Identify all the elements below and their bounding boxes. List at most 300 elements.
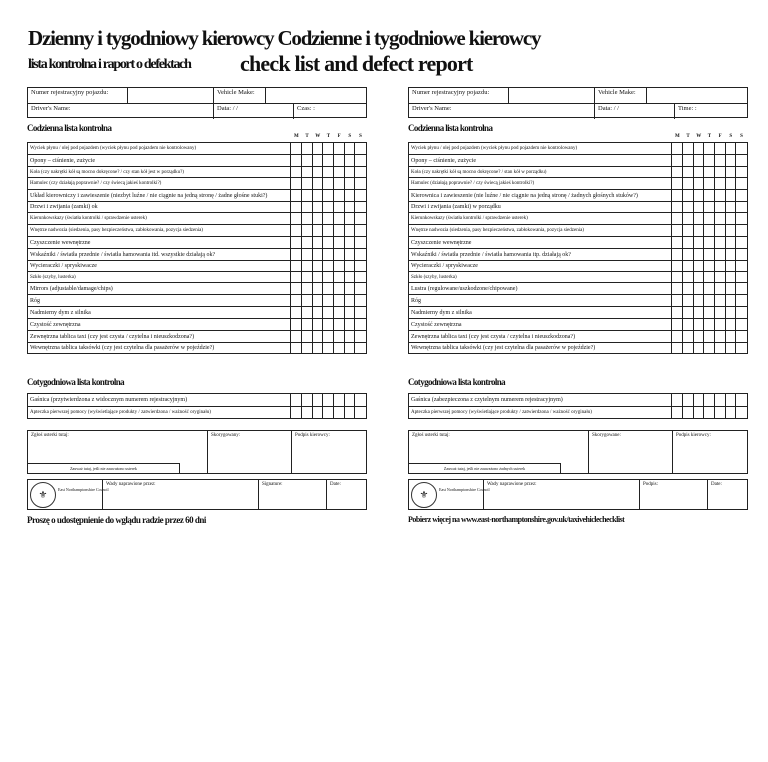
checkbox-cell[interactable] (726, 272, 737, 282)
checkbox-cell[interactable] (704, 331, 715, 342)
checkbox-cell[interactable] (323, 213, 334, 224)
checkbox-cell[interactable] (355, 261, 366, 271)
vehicle-make-field[interactable] (266, 88, 366, 103)
checkbox-cell[interactable] (313, 343, 324, 353)
checkbox-cell[interactable] (345, 331, 356, 342)
checkbox-cell[interactable] (672, 295, 683, 306)
checkbox-cell[interactable] (736, 155, 747, 166)
checkbox-cell[interactable] (345, 307, 356, 318)
checkbox-cell[interactable] (683, 407, 694, 418)
checkbox-cell[interactable] (313, 213, 324, 224)
checkbox-cell[interactable] (291, 202, 302, 212)
checkbox-cell[interactable] (334, 213, 345, 224)
checkbox-cell[interactable] (334, 225, 345, 236)
checkbox-cell[interactable] (313, 155, 324, 166)
checkbox-cell[interactable] (672, 237, 683, 248)
checkbox-cell[interactable] (313, 261, 324, 271)
checkbox-cell[interactable] (704, 343, 715, 353)
checkbox-cell[interactable] (715, 295, 726, 306)
checkbox-cell[interactable] (683, 272, 694, 282)
checkbox-cell[interactable] (345, 213, 356, 224)
checkbox-cell[interactable] (345, 319, 356, 330)
checkbox-cell[interactable] (704, 213, 715, 224)
checkbox-cell[interactable] (345, 167, 356, 177)
checkbox-cell[interactable] (715, 167, 726, 177)
checkbox-cell[interactable] (704, 272, 715, 282)
checkbox-cell[interactable] (715, 261, 726, 271)
checkbox-cell[interactable] (715, 394, 726, 406)
checkbox-cell[interactable] (694, 307, 705, 318)
checkbox-cell[interactable] (291, 394, 302, 406)
checkbox-cell[interactable] (355, 283, 366, 294)
checkbox-cell[interactable] (323, 155, 334, 166)
checkbox-cell[interactable] (672, 143, 683, 154)
reg-number-field[interactable] (128, 88, 214, 103)
checkbox-cell[interactable] (726, 225, 737, 236)
checkbox-cell[interactable] (694, 407, 705, 418)
driver-signature-field[interactable] (292, 431, 366, 473)
checkbox-cell[interactable] (704, 167, 715, 177)
checkbox-cell[interactable] (334, 331, 345, 342)
checkbox-cell[interactable] (334, 261, 345, 271)
checkbox-cell[interactable] (323, 394, 334, 406)
checkbox-cell[interactable] (323, 249, 334, 260)
checkbox-cell[interactable] (672, 261, 683, 271)
checkbox-cell[interactable] (302, 155, 313, 166)
checkbox-cell[interactable] (715, 213, 726, 224)
checkbox-cell[interactable] (704, 307, 715, 318)
checkbox-cell[interactable] (334, 143, 345, 154)
checkbox-cell[interactable] (355, 343, 366, 353)
checkbox-cell[interactable] (672, 213, 683, 224)
checkbox-cell[interactable] (715, 190, 726, 201)
checkbox-cell[interactable] (302, 407, 313, 418)
checkbox-cell[interactable] (726, 407, 737, 418)
checkbox-cell[interactable] (291, 295, 302, 306)
checkbox-cell[interactable] (694, 283, 705, 294)
checkbox-cell[interactable] (672, 283, 683, 294)
checkbox-cell[interactable] (334, 407, 345, 418)
checkbox-cell[interactable] (302, 331, 313, 342)
checkbox-cell[interactable] (355, 295, 366, 306)
checkbox-cell[interactable] (345, 272, 356, 282)
checkbox-cell[interactable] (313, 272, 324, 282)
checkbox-cell[interactable] (704, 249, 715, 260)
checkbox-cell[interactable] (736, 261, 747, 271)
checkbox-cell[interactable] (694, 331, 705, 342)
checkbox-cell[interactable] (726, 190, 737, 201)
repaired-by-field[interactable] (102, 480, 258, 509)
checkbox-cell[interactable] (291, 190, 302, 201)
checkbox-cell[interactable] (302, 295, 313, 306)
checkbox-cell[interactable] (345, 225, 356, 236)
checkbox-cell[interactable] (726, 202, 737, 212)
checkbox-cell[interactable] (302, 202, 313, 212)
checkbox-cell[interactable] (694, 155, 705, 166)
checkbox-cell[interactable] (715, 143, 726, 154)
checkbox-cell[interactable] (355, 249, 366, 260)
checkbox-cell[interactable] (683, 213, 694, 224)
checkbox-cell[interactable] (334, 272, 345, 282)
corrected-field[interactable] (589, 431, 673, 473)
checkbox-cell[interactable] (355, 213, 366, 224)
checkbox-cell[interactable] (291, 331, 302, 342)
checkbox-cell[interactable] (302, 237, 313, 248)
checkbox-cell[interactable] (736, 343, 747, 353)
checkbox-cell[interactable] (355, 143, 366, 154)
checkbox-cell[interactable] (313, 319, 324, 330)
checkbox-cell[interactable] (704, 295, 715, 306)
checkbox-cell[interactable] (694, 249, 705, 260)
checkbox-cell[interactable] (302, 261, 313, 271)
checkbox-cell[interactable] (715, 237, 726, 248)
checkbox-cell[interactable] (672, 225, 683, 236)
checkbox-cell[interactable] (355, 407, 366, 418)
checkbox-cell[interactable] (302, 167, 313, 177)
checkbox-cell[interactable] (704, 143, 715, 154)
checkbox-cell[interactable] (355, 167, 366, 177)
checkbox-cell[interactable] (694, 237, 705, 248)
checkbox-cell[interactable] (345, 407, 356, 418)
checkbox-cell[interactable] (704, 237, 715, 248)
checkbox-cell[interactable] (355, 202, 366, 212)
checkbox-cell[interactable] (683, 249, 694, 260)
checkbox-cell[interactable] (313, 225, 324, 236)
checkbox-cell[interactable] (736, 407, 747, 418)
checkbox-cell[interactable] (302, 249, 313, 260)
checkbox-cell[interactable] (334, 283, 345, 294)
checkbox-cell[interactable] (334, 295, 345, 306)
checkbox-cell[interactable] (313, 178, 324, 189)
checkbox-cell[interactable] (302, 213, 313, 224)
checkbox-cell[interactable] (672, 190, 683, 201)
repair-signature-field[interactable] (639, 480, 707, 509)
checkbox-cell[interactable] (355, 155, 366, 166)
checkbox-cell[interactable] (313, 190, 324, 201)
checkbox-cell[interactable] (704, 225, 715, 236)
checkbox-cell[interactable] (694, 225, 705, 236)
checkbox-cell[interactable] (334, 167, 345, 177)
date-field[interactable]: Data: / / (595, 104, 675, 119)
checkbox-cell[interactable] (345, 295, 356, 306)
checkbox-cell[interactable] (291, 307, 302, 318)
checkbox-cell[interactable] (323, 167, 334, 177)
checkbox-cell[interactable] (672, 407, 683, 418)
checkbox-cell[interactable] (302, 283, 313, 294)
checkbox-cell[interactable] (672, 343, 683, 353)
checkbox-cell[interactable] (726, 237, 737, 248)
checkbox-cell[interactable] (694, 167, 705, 177)
checkbox-cell[interactable] (291, 319, 302, 330)
checkbox-cell[interactable] (355, 237, 366, 248)
checkbox-cell[interactable] (672, 167, 683, 177)
checkbox-cell[interactable] (672, 202, 683, 212)
checkbox-cell[interactable] (726, 394, 737, 406)
checkbox-cell[interactable] (715, 283, 726, 294)
checkbox-cell[interactable] (345, 202, 356, 212)
checkbox-cell[interactable] (694, 272, 705, 282)
checkbox-cell[interactable] (704, 394, 715, 406)
checkbox-cell[interactable] (302, 178, 313, 189)
checkbox-cell[interactable] (715, 249, 726, 260)
checkbox-cell[interactable] (323, 237, 334, 248)
checkbox-cell[interactable] (313, 202, 324, 212)
checkbox-cell[interactable] (291, 225, 302, 236)
checkbox-cell[interactable] (355, 272, 366, 282)
checkbox-cell[interactable] (715, 343, 726, 353)
checkbox-cell[interactable] (355, 319, 366, 330)
checkbox-cell[interactable] (334, 249, 345, 260)
checkbox-cell[interactable] (736, 225, 747, 236)
checkbox-cell[interactable] (672, 331, 683, 342)
checkbox-cell[interactable] (694, 202, 705, 212)
checkbox-cell[interactable] (313, 167, 324, 177)
checkbox-cell[interactable] (736, 143, 747, 154)
checkbox-cell[interactable] (345, 343, 356, 353)
checkbox-cell[interactable] (355, 190, 366, 201)
checkbox-cell[interactable] (323, 319, 334, 330)
checkbox-cell[interactable] (672, 178, 683, 189)
repair-signature-field[interactable] (258, 480, 326, 509)
checkbox-cell[interactable] (291, 167, 302, 177)
checkbox-cell[interactable] (726, 331, 737, 342)
checkbox-cell[interactable] (715, 225, 726, 236)
checkbox-cell[interactable] (672, 394, 683, 406)
checkbox-cell[interactable] (736, 283, 747, 294)
checkbox-cell[interactable] (313, 394, 324, 406)
checkbox-cell[interactable] (323, 331, 334, 342)
checkbox-cell[interactable] (313, 307, 324, 318)
checkbox-cell[interactable] (323, 307, 334, 318)
checkbox-cell[interactable] (291, 237, 302, 248)
checkbox-cell[interactable] (323, 295, 334, 306)
checkbox-cell[interactable] (683, 295, 694, 306)
checkbox-cell[interactable] (345, 249, 356, 260)
checkbox-cell[interactable] (323, 190, 334, 201)
checkbox-cell[interactable] (726, 249, 737, 260)
checkbox-cell[interactable] (736, 249, 747, 260)
checkbox-cell[interactable] (334, 237, 345, 248)
checkbox-cell[interactable] (355, 225, 366, 236)
checkbox-cell[interactable] (683, 394, 694, 406)
checkbox-cell[interactable] (736, 331, 747, 342)
checkbox-cell[interactable] (726, 319, 737, 330)
no-defects-note[interactable]: Zauważ tutaj, jeśli nie zauważono usterek (28, 463, 180, 473)
checkbox-cell[interactable] (345, 143, 356, 154)
checkbox-cell[interactable] (334, 319, 345, 330)
checkbox-cell[interactable] (736, 178, 747, 189)
checkbox-cell[interactable] (291, 155, 302, 166)
checkbox-cell[interactable] (302, 307, 313, 318)
driver-name-label[interactable]: Driver's Name: (409, 104, 595, 119)
checkbox-cell[interactable] (334, 178, 345, 189)
checkbox-cell[interactable] (694, 190, 705, 201)
checkbox-cell[interactable] (313, 249, 324, 260)
repair-date-field[interactable] (326, 480, 366, 509)
checkbox-cell[interactable] (313, 143, 324, 154)
checkbox-cell[interactable] (302, 190, 313, 201)
checkbox-cell[interactable] (715, 272, 726, 282)
checkbox-cell[interactable] (683, 143, 694, 154)
checkbox-cell[interactable] (683, 343, 694, 353)
checkbox-cell[interactable] (291, 283, 302, 294)
checkbox-cell[interactable] (736, 319, 747, 330)
checkbox-cell[interactable] (683, 202, 694, 212)
checkbox-cell[interactable] (334, 343, 345, 353)
checkbox-cell[interactable] (345, 190, 356, 201)
checkbox-cell[interactable] (672, 307, 683, 318)
checkbox-cell[interactable] (726, 213, 737, 224)
checkbox-cell[interactable] (302, 319, 313, 330)
checkbox-cell[interactable] (726, 143, 737, 154)
checkbox-cell[interactable] (726, 283, 737, 294)
time-field[interactable]: Time: : (678, 105, 697, 112)
checkbox-cell[interactable] (694, 261, 705, 271)
checkbox-cell[interactable] (345, 178, 356, 189)
checkbox-cell[interactable] (704, 155, 715, 166)
checkbox-cell[interactable] (683, 307, 694, 318)
checkbox-cell[interactable] (726, 295, 737, 306)
date-field[interactable]: Data: / / (214, 104, 294, 119)
checkbox-cell[interactable] (704, 202, 715, 212)
checkbox-cell[interactable] (683, 225, 694, 236)
checkbox-cell[interactable] (704, 261, 715, 271)
checkbox-cell[interactable] (355, 331, 366, 342)
checkbox-cell[interactable] (694, 178, 705, 189)
corrected-field[interactable] (208, 431, 292, 473)
checkbox-cell[interactable] (313, 237, 324, 248)
checkbox-cell[interactable] (672, 249, 683, 260)
checkbox-cell[interactable] (715, 319, 726, 330)
checkbox-cell[interactable] (291, 213, 302, 224)
time-field[interactable]: Czas: : (297, 105, 315, 112)
checkbox-cell[interactable] (291, 178, 302, 189)
checkbox-cell[interactable] (683, 261, 694, 271)
checkbox-cell[interactable] (726, 167, 737, 177)
checkbox-cell[interactable] (694, 295, 705, 306)
checkbox-cell[interactable] (302, 143, 313, 154)
checkbox-cell[interactable] (736, 307, 747, 318)
checkbox-cell[interactable] (736, 272, 747, 282)
checkbox-cell[interactable] (715, 178, 726, 189)
checkbox-cell[interactable] (323, 343, 334, 353)
checkbox-cell[interactable] (672, 272, 683, 282)
checkbox-cell[interactable] (302, 225, 313, 236)
checkbox-cell[interactable] (313, 283, 324, 294)
checkbox-cell[interactable] (334, 190, 345, 201)
checkbox-cell[interactable] (715, 155, 726, 166)
checkbox-cell[interactable] (683, 237, 694, 248)
checkbox-cell[interactable] (726, 261, 737, 271)
checkbox-cell[interactable] (736, 202, 747, 212)
checkbox-cell[interactable] (345, 261, 356, 271)
checkbox-cell[interactable] (323, 178, 334, 189)
checkbox-cell[interactable] (694, 213, 705, 224)
checkbox-cell[interactable] (355, 307, 366, 318)
checkbox-cell[interactable] (736, 190, 747, 201)
checkbox-cell[interactable] (345, 283, 356, 294)
checkbox-cell[interactable] (736, 167, 747, 177)
checkbox-cell[interactable] (334, 307, 345, 318)
checkbox-cell[interactable] (715, 202, 726, 212)
checkbox-cell[interactable] (736, 295, 747, 306)
checkbox-cell[interactable] (704, 178, 715, 189)
checkbox-cell[interactable] (683, 178, 694, 189)
checkbox-cell[interactable] (323, 261, 334, 271)
checkbox-cell[interactable] (323, 272, 334, 282)
checkbox-cell[interactable] (345, 394, 356, 406)
checkbox-cell[interactable] (736, 394, 747, 406)
checkbox-cell[interactable] (726, 343, 737, 353)
checkbox-cell[interactable] (726, 307, 737, 318)
checkbox-cell[interactable] (291, 143, 302, 154)
checkbox-cell[interactable] (704, 319, 715, 330)
checkbox-cell[interactable] (313, 331, 324, 342)
checkbox-cell[interactable] (715, 307, 726, 318)
driver-signature-field[interactable] (673, 431, 747, 473)
checkbox-cell[interactable] (291, 343, 302, 353)
checkbox-cell[interactable] (694, 143, 705, 154)
checkbox-cell[interactable] (736, 213, 747, 224)
reg-number-field[interactable] (509, 88, 595, 103)
repair-date-field[interactable] (707, 480, 747, 509)
checkbox-cell[interactable] (694, 343, 705, 353)
checkbox-cell[interactable] (302, 272, 313, 282)
checkbox-cell[interactable] (323, 225, 334, 236)
checkbox-cell[interactable] (694, 394, 705, 406)
checkbox-cell[interactable] (323, 202, 334, 212)
checkbox-cell[interactable] (302, 394, 313, 406)
checkbox-cell[interactable] (715, 331, 726, 342)
checkbox-cell[interactable] (323, 143, 334, 154)
checkbox-cell[interactable] (683, 331, 694, 342)
checkbox-cell[interactable] (683, 283, 694, 294)
checkbox-cell[interactable] (715, 407, 726, 418)
checkbox-cell[interactable] (345, 237, 356, 248)
checkbox-cell[interactable] (291, 272, 302, 282)
vehicle-make-field[interactable] (647, 88, 747, 103)
checkbox-cell[interactable] (694, 319, 705, 330)
checkbox-cell[interactable] (683, 190, 694, 201)
no-defects-note[interactable]: Zauważ tutaj, jeśli nie zauważono żadnych usterek (409, 463, 561, 473)
checkbox-cell[interactable] (345, 155, 356, 166)
checkbox-cell[interactable] (355, 178, 366, 189)
checkbox-cell[interactable] (704, 407, 715, 418)
checkbox-cell[interactable] (683, 155, 694, 166)
driver-name-label[interactable]: Driver's Name: (28, 104, 214, 119)
checkbox-cell[interactable] (704, 190, 715, 201)
checkbox-cell[interactable] (683, 167, 694, 177)
checkbox-cell[interactable] (672, 155, 683, 166)
checkbox-cell[interactable] (726, 178, 737, 189)
checkbox-cell[interactable] (704, 283, 715, 294)
checkbox-cell[interactable] (355, 394, 366, 406)
checkbox-cell[interactable] (323, 407, 334, 418)
checkbox-cell[interactable] (323, 283, 334, 294)
checkbox-cell[interactable] (726, 155, 737, 166)
checkbox-cell[interactable] (736, 237, 747, 248)
checkbox-cell[interactable] (291, 261, 302, 271)
checkbox-cell[interactable] (334, 202, 345, 212)
checkbox-cell[interactable] (672, 319, 683, 330)
checkbox-cell[interactable] (291, 249, 302, 260)
checkbox-cell[interactable] (683, 319, 694, 330)
checkbox-cell[interactable] (334, 394, 345, 406)
checkbox-cell[interactable] (291, 407, 302, 418)
checkbox-cell[interactable] (313, 407, 324, 418)
checkbox-cell[interactable] (334, 155, 345, 166)
repaired-by-field[interactable] (483, 480, 639, 509)
